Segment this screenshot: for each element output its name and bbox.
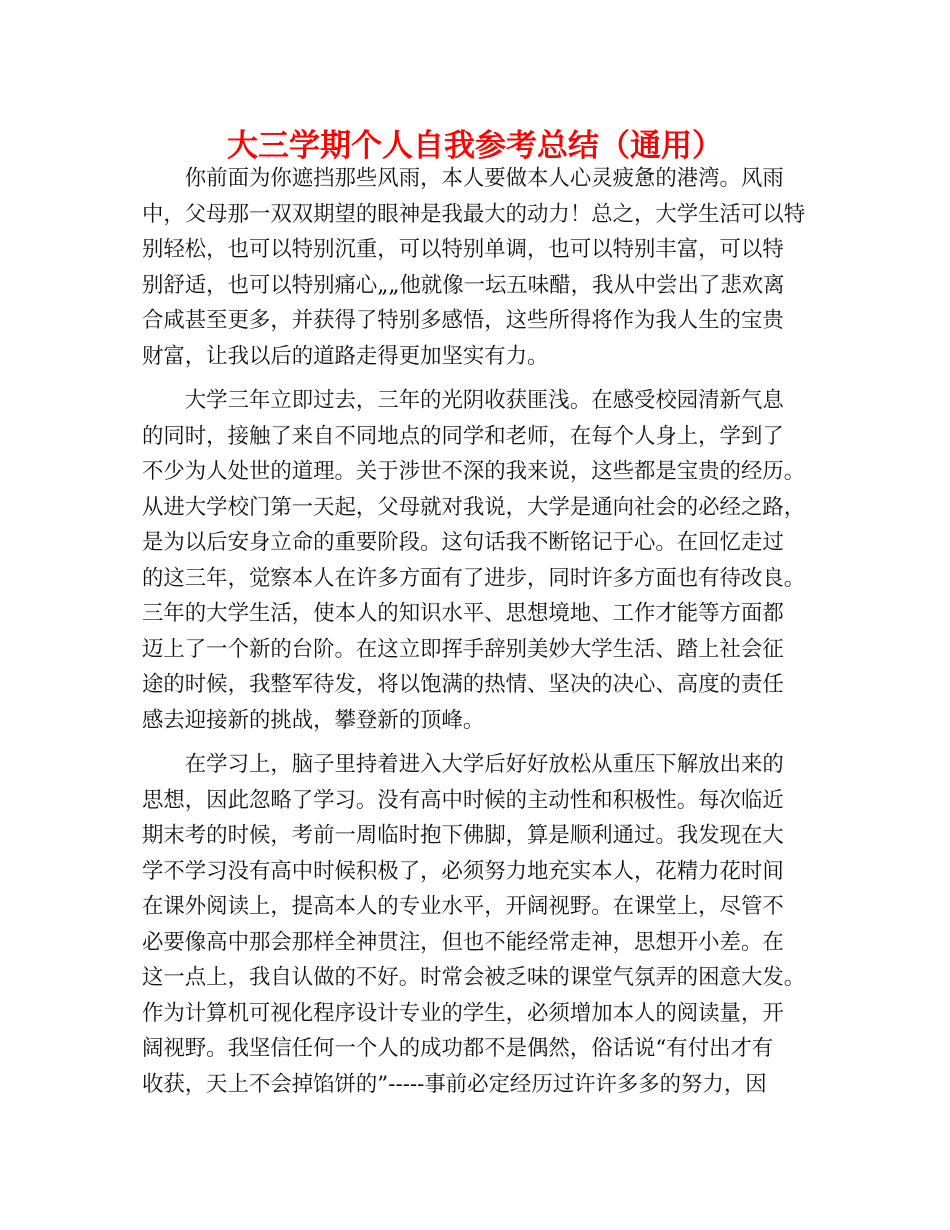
text-line: 大学三年立即过去，三年的光阴收获匪浅。在感受校园清新气息	[142, 388, 784, 413]
text-line: 别轻松，也可以特别沉重，可以特别单调，也可以特别丰富，可以特	[142, 237, 784, 262]
text-line: 收获，天上不会掉馅饼的”-----事前必定经历过许许多多的努力，因	[142, 1071, 767, 1097]
paragraph-gap	[142, 374, 818, 383]
text-line: 中，父母那一双双期望的眼神是我最大的动力！总之，大学生活可以特	[142, 201, 806, 227]
text-line: 必要像高中那会那样全神贯注，但也不能经常走神，思想开小差。在	[142, 929, 784, 955]
paragraph-gap	[142, 738, 818, 747]
text-line: 从进大学校门第一天起，父母就对我说，大学是通向社会的必经之路，	[142, 494, 806, 520]
text-line: 期末考的时候，考前一周临时抱下佛脚，算是顺利通过。我发现在大	[142, 823, 784, 848]
text-line: 的同时，接触了来自不同地点的同学和老师，在每个人身上，学到了	[142, 423, 784, 449]
text-line: 阔视野。我坚信任何一个人的成功都不是偶然，俗话说“有付出才有	[142, 1036, 774, 1061]
text-line: 的这三年，觉察本人在许多方面有了进步，同时许多方面也有待改良。	[142, 565, 806, 591]
text-line: 三年的大学生活，使本人的知识水平、思想境地、工作才能等方面都	[142, 601, 784, 626]
text-line: 途的时候，我整军待发，将以饱满的热情、坚决的决心、高度的责任	[142, 672, 784, 697]
text-line: 这一点上，我自认做的不好。时常会被乏味的课堂气氛弄的困意大发。	[142, 965, 806, 990]
text-line: 不少为人处世的道理。关于涉世不深的我来说，这些都是宝贵的经历。	[142, 459, 806, 484]
text-line: 合咸甚至更多，并获得了特别多感悟，这些所得将作为我人生的宝贵	[142, 308, 784, 333]
text-line: 作为计算机可视化程序设计专业的学生，必须增加本人的阅读量，开	[142, 1000, 784, 1026]
text-line: 思想，因此忽略了学习。没有高中时候的主动性和积极性。每次临近	[142, 787, 784, 813]
text-line: 迈上了一个新的台阶。在这立即挥手辞别美妙大学生活、踏上社会征	[142, 636, 784, 662]
text-line: 是为以后安身立命的重要阶段。这句话我不断铭记于心。在回忆走过	[142, 530, 784, 555]
text-line: 在课外阅读上，提高本人的专业水平，开阔视野。在课堂上，尽管不	[142, 894, 784, 919]
text-line: 别舒适，也可以特别痛心„„他就像一坛五味醋，我从中尝出了悲欢离	[142, 272, 785, 298]
text-line: 学不学习没有高中时候积极了，必须努力地充实本人，花精力花时间	[142, 858, 784, 884]
text-line: 在学习上，脑子里持着进入大学后好好放松从重压下解放出来的	[142, 752, 784, 777]
text-line: 感去迎接新的挑战，攀登新的顶峰。	[142, 707, 485, 733]
document-body	[142, 161, 818, 1102]
text-line: 财富，让我以后的道路走得更加坚实有力。	[142, 343, 549, 369]
document-title: 大三学期个人自我参考总结（通用）	[227, 128, 723, 164]
text-line: 你前面为你遮挡那些风雨，本人要做本人心灵疲惫的港湾。风雨	[142, 166, 784, 191]
